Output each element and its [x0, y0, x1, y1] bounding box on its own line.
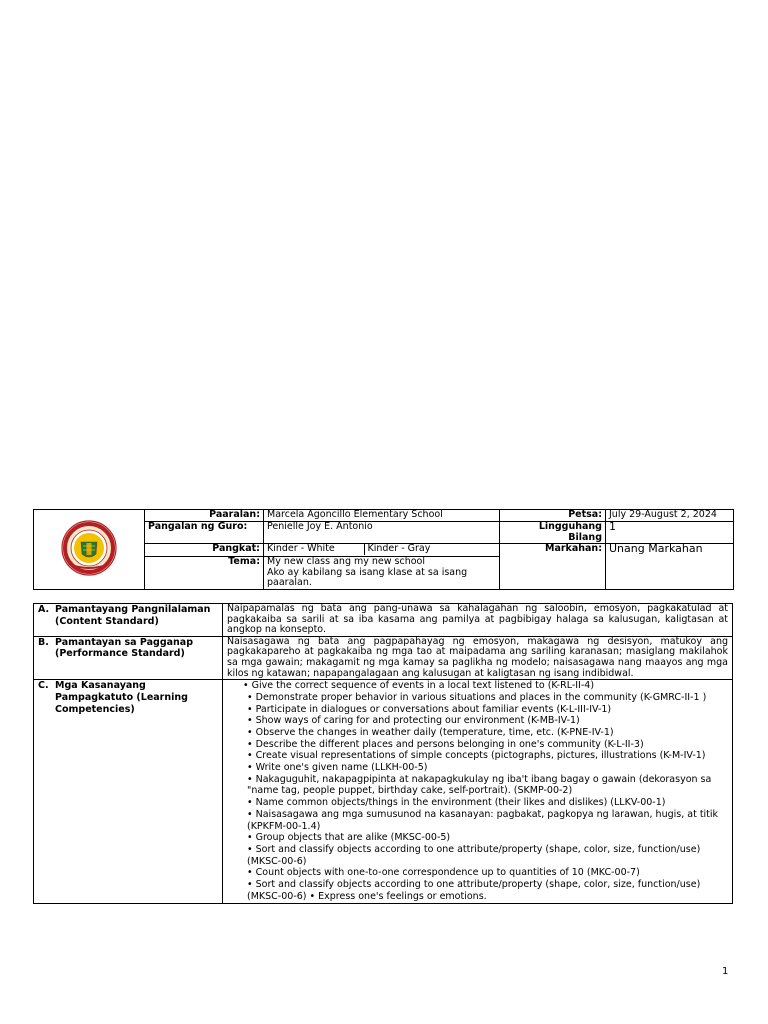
- competency-item: • Count objects with one-to-one correspondence up to quantities of 10 (MKC-00-7): [247, 867, 728, 879]
- competencies-list: [227, 680, 728, 902]
- week-value: 1: [606, 522, 734, 544]
- section-c-title-1: Mga Kasanayang: [55, 680, 146, 692]
- competency-item: • Nakaguguhit, nakapagpipinta at nakapagkukulay ng iba't ibang bagay o gawain (dekorasyon sa "name tag, people puppet, birthday cake, self-portrait). (SKMP-00-2): [247, 774, 728, 797]
- performance-standard-heading: [34, 636, 223, 679]
- logo-cell: [34, 510, 145, 590]
- competency-item: • Show ways of caring for and protecting our environment (K-MB-IV-1): [247, 715, 728, 727]
- section-values: [264, 544, 499, 555]
- section-c-letter: C.: [38, 680, 49, 692]
- competency-item: • Participate in dialogues or conversations about familiar events (K-L-III-IV-1): [247, 704, 728, 716]
- section-b-title-2: (Performance Standard): [55, 648, 185, 660]
- page-number: 1: [722, 966, 729, 977]
- content-standard-heading: [34, 604, 223, 637]
- school-value: Marcela Agoncillo Elementary School: [264, 510, 500, 522]
- school-seal-icon: [61, 520, 117, 576]
- section-a-title-2: (Content Standard): [55, 615, 159, 627]
- standards-table: [33, 603, 733, 904]
- competency-item: • Write one's given name (LLKH-00-5): [247, 762, 728, 774]
- competency-item: • Naisasagawa ang mga sumusunod na kasanayan: pagbakat, pagkopya ng larawan, hugis, at titik (KPKFM-00-1.4): [247, 809, 728, 832]
- competency-item: • Group objects that are alike (MKSC-00-5): [247, 832, 728, 844]
- theme-value: [264, 557, 500, 590]
- date-label: Petsa:: [500, 510, 606, 522]
- section-a-letter: A.: [38, 604, 50, 615]
- section-value-cell: [264, 544, 500, 557]
- date-value: July 29-August 2, 2024: [606, 510, 734, 522]
- school-label: Paaralan:: [145, 510, 264, 522]
- theme-line-1: My new class ang my new school: [267, 556, 425, 567]
- section-value-1: Kinder - White: [264, 544, 364, 555]
- competencies-heading: [34, 680, 223, 903]
- teacher-label: Pangalan ng Guro:: [145, 522, 264, 544]
- competency-item: • Observe the changes in weather daily (temperature, time, etc. (K-PNE-IV-1): [247, 727, 728, 739]
- quarter-value: Unang Markahan: [606, 544, 734, 590]
- competency-item: • Demonstrate proper behavior in various situations and places in the community (K-GMRC-II-1 ): [247, 692, 728, 704]
- competencies-cell: [223, 680, 733, 903]
- competency-item: • Give the correct sequence of events in a local text listened to (K-RL-II-4): [243, 680, 728, 692]
- section-b-title-1: Pamantayan sa Pagganap: [55, 636, 194, 648]
- competency-item: • Name common objects/things in the environment (their likes and dislikes) (LLKV-00-1): [247, 797, 728, 809]
- quarter-label: Markahan:: [500, 544, 606, 590]
- competency-item: • Sort and classify objects according to one attribute/property (shape, color, size, function/use) (MKSC-00-6) • Express one's feelings or emotions.: [247, 879, 728, 902]
- section-value-2: Kinder - Gray: [367, 543, 431, 554]
- section-c-title-3: Competencies): [55, 703, 135, 715]
- competency-item: • Create visual representations of simple concepts (pictographs, pictures, illustrations (K-M-IV-1): [247, 750, 728, 762]
- section-a-title-1: Pamantayang Pangnilalaman: [55, 604, 211, 615]
- content-standard-text: Naipapamalas ng bata ang pang-unawa sa kahalagahan ng saloobin, emosyon, pagkakatulad at pagkakaiba sa sarili at sa iba kasama ang pamilya at pagbibigay halaga sa kalusugan, kaligtasan at angkop na konsepto.: [223, 604, 733, 637]
- theme-label: Tema:: [145, 557, 264, 590]
- section-b-letter: B.: [38, 636, 49, 648]
- header-table: [33, 509, 734, 590]
- week-label: Lingguhang Bilang: [500, 522, 606, 544]
- theme-line-2: Ako ay kabilang sa isang klase at sa isang paaralan.: [267, 566, 468, 588]
- competency-item: • Describe the different places and persons belonging in one's community (K-L-II-3): [247, 739, 728, 751]
- performance-standard-text: Naisasagawa ng bata ang pagpapahayag ng emosyon, makagawa ng desisyon, matukoy ang pagkakapareho at pagkakaiba ng mga tao at maipadama ang sariling karanasan; masiglang makilahok sa mga gawain; makagamit ng mga kamay sa paglikha ng modelo; naisasagawa nang maayos ang mga kilos ng katawan; napapangalagaan ang kalusugan at kaligtasan ng isang indibidwal.: [223, 636, 733, 679]
- competency-item: • Sort and classify objects according to one attribute/property (shape, color, size, function/use) (MKSC-00-6): [247, 844, 728, 867]
- section-c-title-2: Pampagkatuto (Learning: [55, 691, 188, 703]
- section-label: Pangkat:: [145, 544, 264, 557]
- teacher-value: Penielle Joy E. Antonio: [264, 522, 500, 544]
